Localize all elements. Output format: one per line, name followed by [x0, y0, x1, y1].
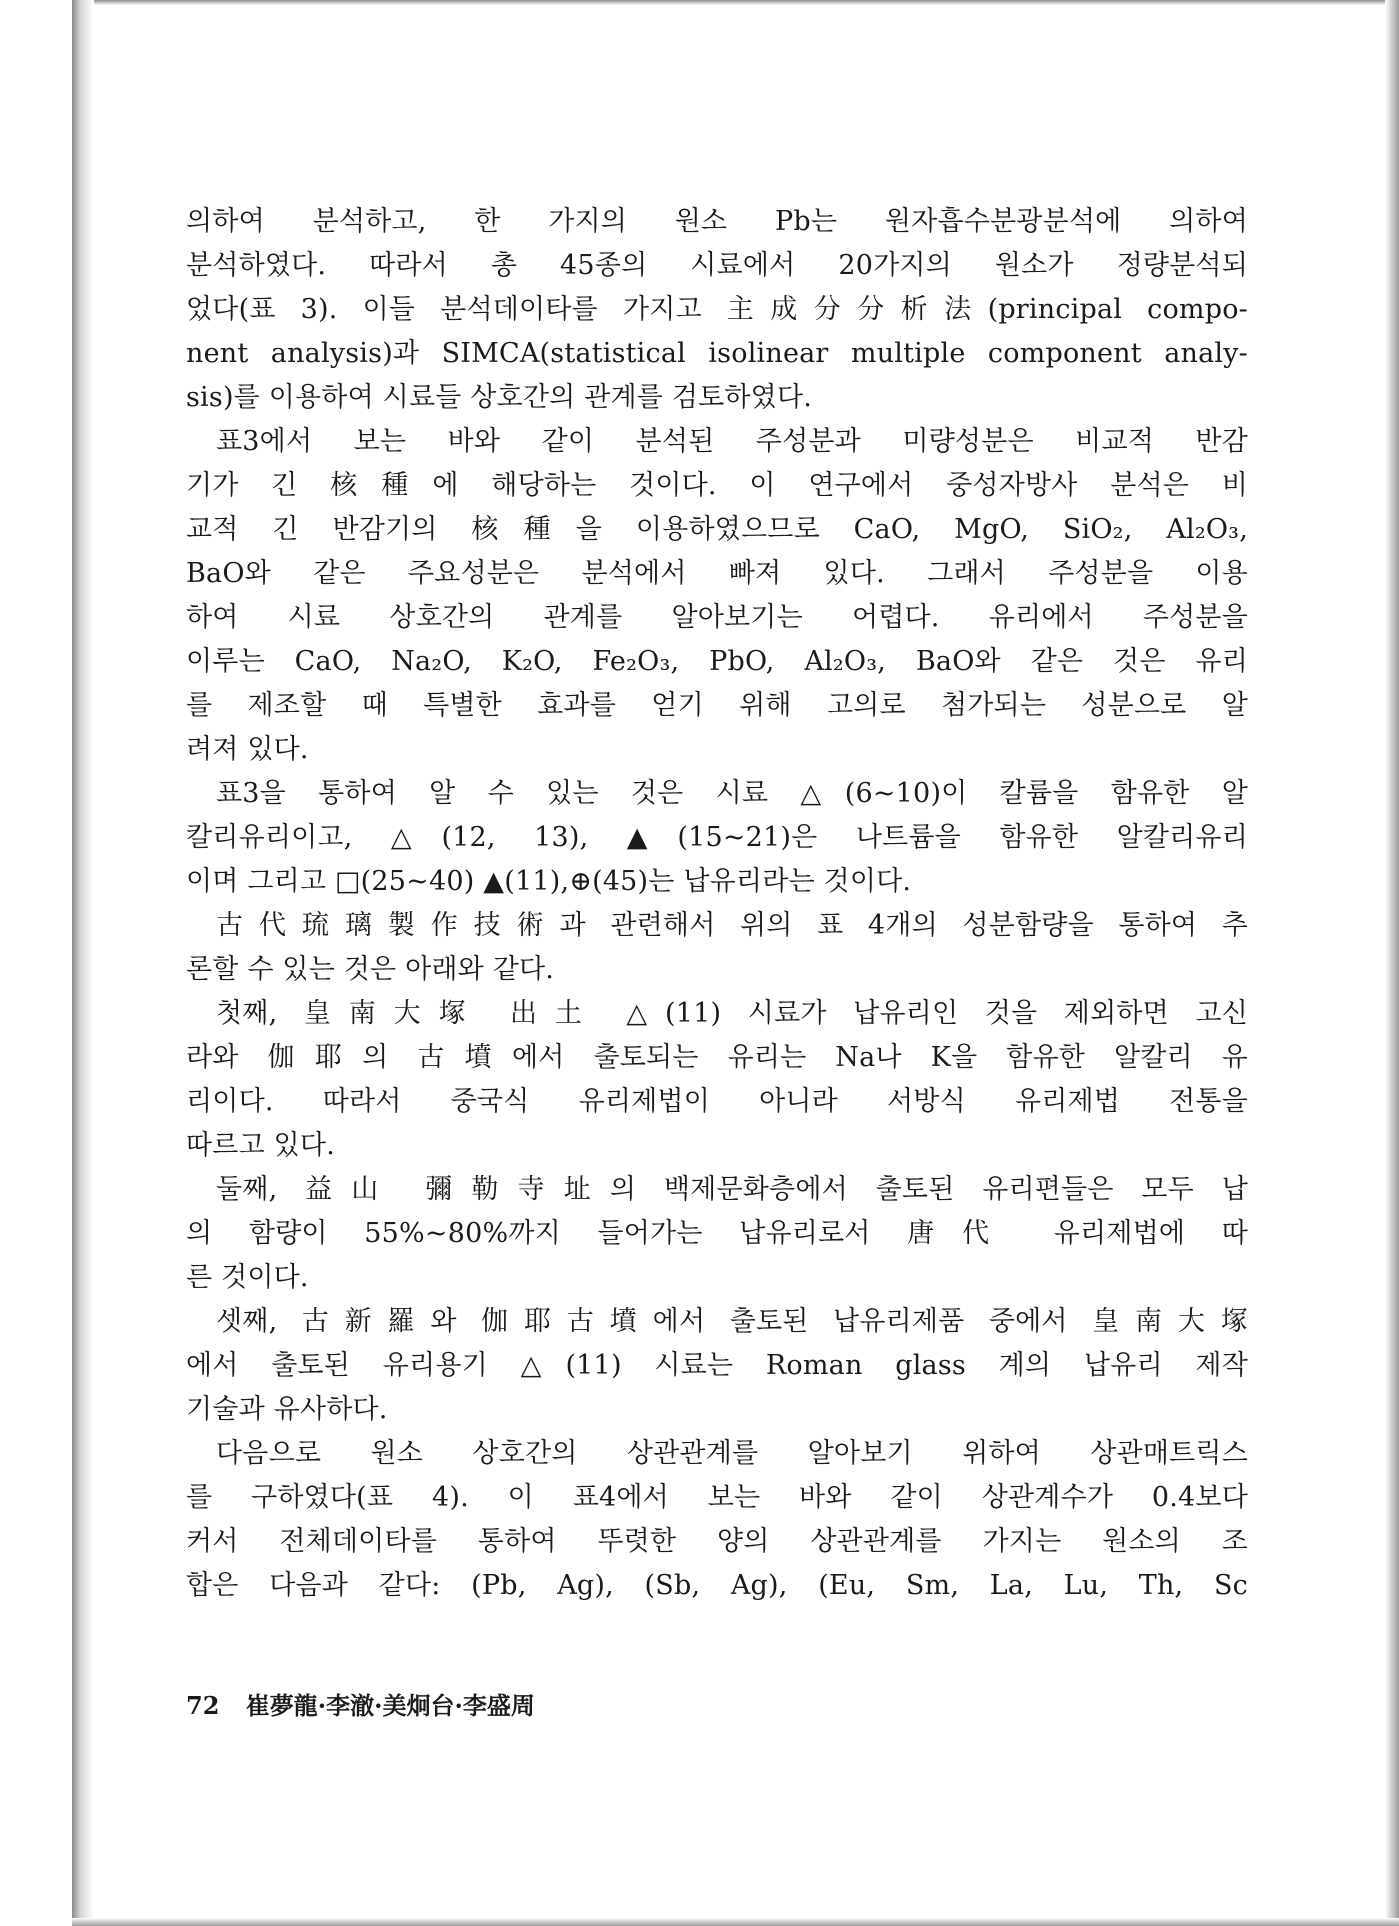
text-line: 교적 긴 반감기의 核種을 이용하였으므로 CaO, MgO, SiO₂, Al₂O₃,	[186, 514, 1248, 545]
text-line: sis)를 이용하여 시료들 상호간의 관계를 검토하였다.	[186, 382, 813, 413]
text-line: 따르고 있다.	[186, 1130, 335, 1161]
text-line: 합은 다음과 같다: (Pb, Ag), (Sb, Ag), (Eu, Sm, La, Lu, Th, Sc	[186, 1570, 1248, 1601]
text-line: 칼리유리이고, △(12, 13), ▲(15~21)은 나트륨을 함유한 알칼리유리	[186, 822, 1248, 853]
body-text	[186, 200, 1248, 1608]
text-line: 이며 그리고 □(25~40) ▲(11),⊕(45)는 납유리라는 것이다.	[186, 866, 912, 897]
text-line: 른 것이다.	[186, 1262, 309, 1293]
text-line: nent analysis)과 SIMCA(statistical isolinear multiple component analy-	[186, 338, 1248, 369]
text-line: 의 함량이 55%~80%까지 들어가는 납유리로서 唐代 유리제법에 따	[186, 1218, 1248, 1249]
paragraph	[186, 992, 1248, 1168]
text-line: 기가 긴 核種에 해당하는 것이다. 이 연구에서 중성자방사 분석은 비	[186, 470, 1248, 501]
page-edge-bottom	[72, 1918, 1399, 1926]
paragraph	[186, 1432, 1248, 1608]
text-line: 표3에서 보는 바와 같이 분석된 주성분과 미량성분은 비교적 반감	[216, 426, 1248, 457]
text-line: 를 구하였다(표 4). 이 표4에서 보는 바와 같이 상관계수가 0.4보다	[186, 1482, 1248, 1513]
text-line: 를 제조할 때 특별한 효과를 얻기 위해 고의로 첨가되는 성분으로 알	[186, 690, 1248, 721]
text-line: 둘째, 益山 彌勒寺址의 백제문화층에서 출토된 유리편들은 모두 납	[216, 1174, 1248, 1205]
page-number: 72	[186, 1691, 220, 1720]
text-line: 에서 출토된 유리용기 △(11) 시료는 Roman glass 계의 납유리 제작	[186, 1350, 1248, 1381]
paragraph	[186, 200, 1248, 420]
text-line: 하여 시료 상호간의 관계를 알아보기는 어렵다. 유리에서 주성분을	[186, 602, 1248, 633]
text-line: 커서 전체데이타를 통하여 뚜렷한 양의 상관관계를 가지는 원소의 조	[186, 1526, 1248, 1557]
text-line: 첫째, 皇南大塚 出土 △(11) 시료가 납유리인 것을 제외하면 고신	[216, 998, 1248, 1029]
text-line: 셋째, 古新羅와 伽耶古墳에서 출토된 납유리제품 중에서 皇南大塚	[216, 1306, 1248, 1337]
page-edge-right	[1385, 0, 1399, 1926]
footer-authors: 崔夢龍·李澈·美炯台·李盛周	[245, 1691, 535, 1720]
text-line: BaO와 같은 주요성분은 분석에서 빠져 있다. 그래서 주성분을 이용	[186, 558, 1248, 589]
text-line: 라와 伽耶의 古墳에서 출토되는 유리는 Na나 K을 함유한 알칼리 유	[186, 1042, 1248, 1073]
text-line: 분석하였다. 따라서 총 45종의 시료에서 20가지의 원소가 정량분석되	[186, 250, 1248, 281]
paragraph	[186, 772, 1248, 904]
paragraph	[186, 420, 1248, 772]
text-line: 었다(표 3). 이들 분석데이타를 가지고 主成分分析法(principal compo-	[186, 294, 1248, 325]
text-line: 론할 수 있는 것은 아래와 같다.	[186, 954, 555, 985]
text-line: 이루는 CaO, Na₂O, K₂O, Fe₂O₃, PbO, Al₂O₃, BaO와 같은 것은 유리	[186, 646, 1248, 677]
paragraph	[186, 904, 1248, 992]
page-footer	[186, 1688, 535, 1724]
text-line: 다음으로 원소 상호간의 상관관계를 알아보기 위하여 상관매트릭스	[216, 1438, 1248, 1469]
page-edge-left	[72, 0, 94, 1926]
text-line: 표3을 통하여 알 수 있는 것은 시료 △(6~10)이 칼륨을 함유한 알	[216, 778, 1248, 809]
text-line: 의하여 분석하고, 한 가지의 원소 Pb는 원자흡수분광분석에 의하여	[186, 206, 1248, 237]
paragraph	[186, 1168, 1248, 1300]
text-line: 려져 있다.	[186, 734, 309, 765]
text-line: 리이다. 따라서 중국식 유리제법이 아니라 서방식 유리제법 전통을	[186, 1086, 1248, 1117]
paragraph	[186, 1300, 1248, 1432]
text-line: 古代琉璃製作技術과 관련해서 위의 표 4개의 성분함량을 통하여 추	[216, 910, 1248, 941]
text-line: 기술과 유사하다.	[186, 1394, 388, 1425]
